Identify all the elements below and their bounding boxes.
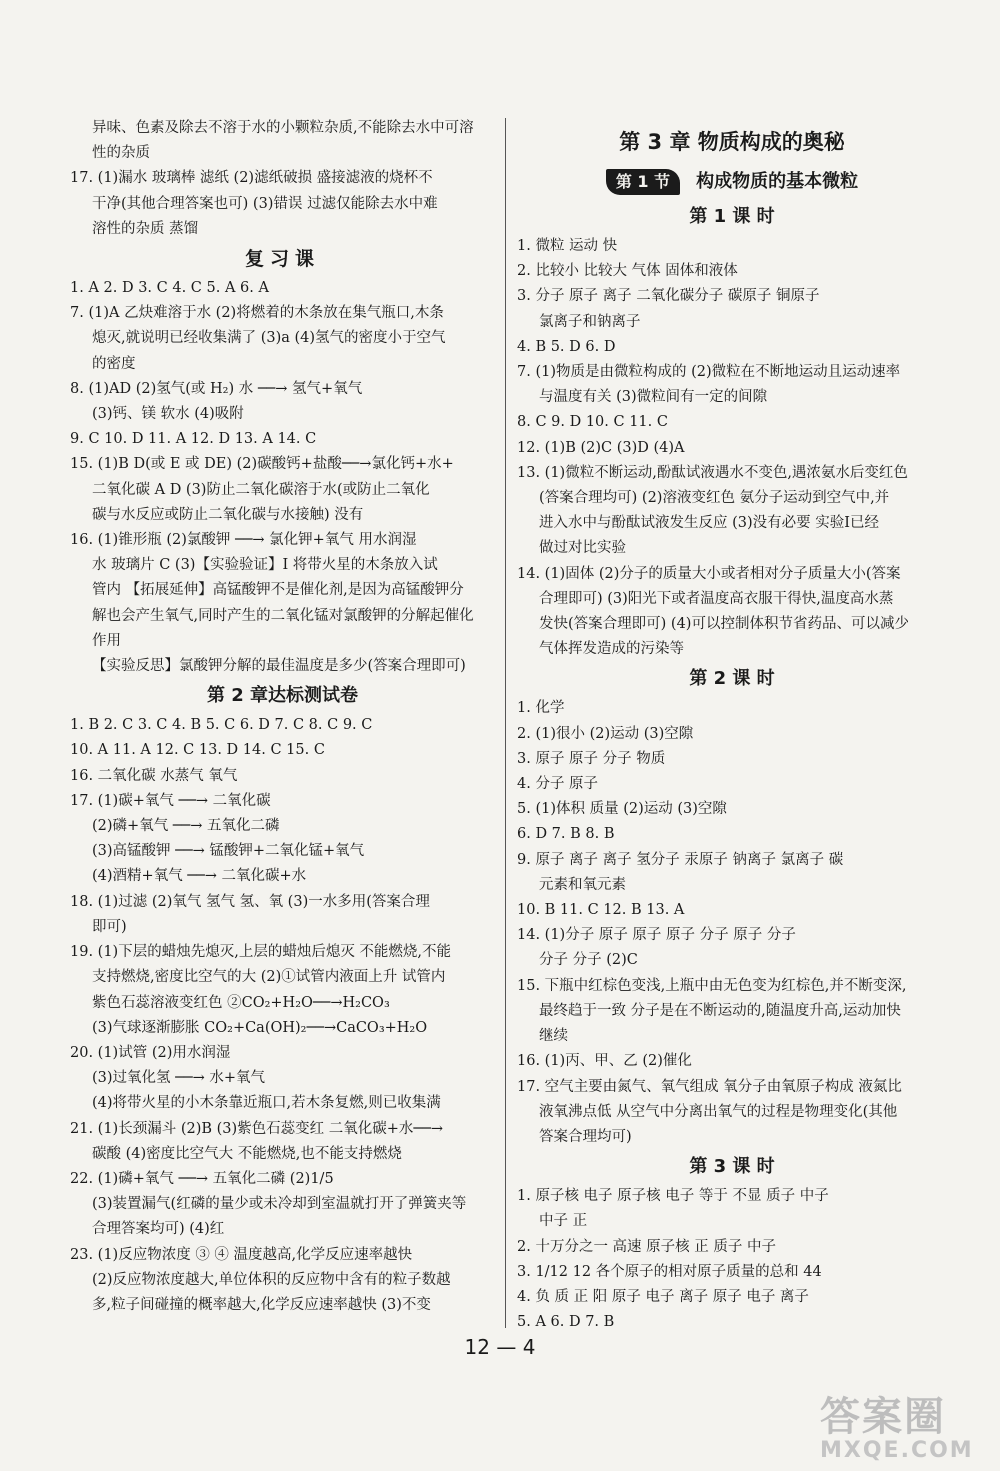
answer-line: 1. B 2. C 3. C 4. B 5. C 6. D 7. C 8. C 9. C	[70, 717, 373, 734]
answer-line: 7. (1)A 乙炔难溶于水 (2)将燃着的木条放在集气瓶口,木条	[70, 305, 444, 322]
answer-line: 中子 正	[539, 1213, 588, 1230]
left-column	[70, 116, 495, 1318]
answer-line: 2. 比较小 比较大 气体 固体和液体	[517, 263, 738, 280]
answer-line: 4. 负 质 正 阳 原子 电子 离子 原子 电子 离子	[517, 1288, 809, 1305]
answer-line: 溶性的杂质 蒸馏	[92, 220, 199, 237]
answer-line: 1. A 2. D 3. C 4. C 5. A 6. A	[70, 280, 269, 297]
answer-line: 12. (1)B (2)C (3)D (4)A	[517, 439, 685, 456]
answer-line: (4)酒精+氧气 ──→ 二氧化碳+水	[92, 868, 307, 885]
answer-line: 22. (1)磷+氧气 ──→ 五氧化二磷 (2)1/5	[70, 1170, 334, 1187]
answer-line: 7. (1)物质是由微粒构成的 (2)微粒在不断地运动且运动速率	[517, 364, 901, 381]
answer-line: (3)装置漏气(红磷的量少或未冷却到室温就打开了弹簧夹等	[92, 1196, 467, 1213]
answer-line: 气体挥发造成的污染等	[539, 641, 684, 658]
answer-line: 氯离子和钠离子	[539, 313, 641, 330]
answer-line: (3)气球逐渐膨胀 CO₂+Ca(OH)₂──→CaCO₃+H₂O	[92, 1019, 428, 1036]
answer-line: 与温度有关 (3)微粒间有一定的间隙	[539, 389, 768, 406]
answer-line: 即可)	[92, 918, 127, 935]
answer-line: 17. (1)碳+氧气 ──→ 二氧化碳	[70, 792, 271, 809]
answer-line: (2)反应物浓度越大,单位体积的反应物中含有的粒子数越	[92, 1271, 451, 1288]
answer-line: 10. A 11. A 12. C 13. D 14. C 15. C	[70, 742, 325, 759]
answer-line: 多,粒子间碰撞的概率越大,化学反应速率越快 (3)不变	[92, 1296, 431, 1313]
answer-line: 3. 分子 原子 离子 二氧化碳分子 碳原子 铜原子	[517, 288, 820, 305]
lesson-heading: 第 3 课 时	[689, 1156, 775, 1178]
answer-line: 2. 十万分之一 高速 原子核 正 质子 中子	[517, 1238, 776, 1255]
answer-line: 性的杂质	[92, 145, 150, 162]
answer-line: 21. (1)长颈漏斗 (2)B (3)紫色石蕊变红 二氧化碳+水──→	[70, 1120, 444, 1137]
answer-line: 10. B 11. C 12. B 13. A	[517, 902, 685, 919]
answer-line: 碳与水反应或防止二氧化碳与水接触) 没有	[92, 506, 364, 523]
answer-line: 16. (1)丙、甲、乙 (2)催化	[517, 1053, 692, 1070]
test-heading: 第 2 章达标测试卷	[206, 685, 359, 707]
answer-line: 9. C 10. D 11. A 12. D 13. A 14. C	[70, 431, 317, 448]
answer-line: 23. (1)反应物浓度 ③ ④ 温度越高,化学反应速率越快	[70, 1246, 413, 1263]
answer-line: 18. (1)过滤 (2)氧气 氢气 氢、氧 (3)一水多用(答案合理	[70, 893, 430, 910]
answer-line: 8. (1)AD (2)氢气(或 H₂) 水 ──→ 氢气+氧气	[70, 380, 363, 397]
answer-line: 液氧沸点低 从空气中分离出氧气的过程是物理变化(其他	[539, 1103, 898, 1120]
section-badge: 第 1 节	[606, 169, 680, 195]
answer-line: 最终趋于一致 分子是在不断运动的,随温度升高,运动加快	[539, 1002, 901, 1019]
answer-line: 8. C 9. D 10. C 11. C	[517, 414, 668, 431]
answer-line: 合理即可) (3)阳光下或者温度高衣服干得快,温度高水蒸	[539, 590, 894, 607]
answer-line: 13. (1)微粒不断运动,酚酞试液遇水不变色,遇浓氨水后变红色	[517, 464, 908, 481]
answer-line: 元素和氧元素	[539, 876, 626, 893]
lesson-heading: 第 2 课 时	[689, 668, 775, 690]
answer-line: 熄灭,就说明已经收集满了 (3)a (4)氢气的密度小于空气	[92, 330, 446, 347]
answer-line: 紫色石蕊溶液变红色 ②CO₂+H₂O──→H₂CO₃	[92, 994, 390, 1011]
watermark-logo	[820, 1395, 990, 1465]
answer-line: 1. 微粒 运动 快	[517, 238, 618, 254]
section-title: 构成物质的基本微粒	[696, 171, 859, 192]
answer-line: 异味、色素及除去不溶于水的小颗粒杂质,不能除去水中可溶	[92, 120, 474, 136]
lesson-heading: 第 1 课 时	[689, 206, 775, 227]
answer-line: (3)过氧化氢 ──→ 水+氧气	[92, 1070, 266, 1087]
answer-line: 进入水中与酚酞试液发生反应 (3)没有必要 实验Ⅰ已经	[539, 515, 879, 532]
answer-line: 16. 二氧化碳 水蒸气 氧气	[70, 767, 238, 784]
answer-line: 的密度	[92, 355, 136, 372]
answer-line: 9. 原子 离子 离子 氢分子 汞原子 钠离子 氯离子 碳	[517, 851, 844, 868]
answer-line: 解也会产生氧气,同时产生的二氧化锰对氯酸钾的分解起催化	[92, 607, 474, 624]
answer-line: 17. 空气主要由氮气、氧气组成 氧分子由氧原子构成 液氮比	[517, 1078, 902, 1095]
answer-line: 15. 下瓶中红棕色变浅,上瓶中由无色变为红棕色,并不断变深,	[517, 977, 907, 994]
answer-line: 4. 分子 原子	[517, 776, 599, 793]
answer-line: 3. 1/12 12 各个原子的相对原子质量的总和 44	[517, 1263, 822, 1280]
page-number: 12 — 4	[464, 1335, 536, 1359]
answer-line: 水 玻璃片 C (3)【实验验证】Ⅰ 将带火星的木条放入试	[92, 557, 438, 574]
section-heading	[517, 164, 947, 200]
answer-line: 管内 【拓展延伸】高锰酸钾不是催化剂,是因为高锰酸钾分	[92, 582, 464, 599]
review-heading: 复习课	[244, 248, 320, 271]
answer-line: 14. (1)固体 (2)分子的质量大小或者相对分子质量大小(答案	[517, 565, 901, 582]
answer-line: 4. B 5. D 6. D	[517, 338, 616, 355]
answer-line: (2)磷+氧气 ──→ 五氧化二磷	[92, 818, 280, 835]
column-divider	[505, 118, 506, 1328]
answer-line: 继续	[539, 1028, 568, 1045]
watermark-url: MXQE.COM	[820, 1438, 974, 1463]
answer-line: 碳酸 (4)密度比空气大 不能燃烧,也不能支持燃烧	[92, 1145, 402, 1162]
answer-line: (4)将带火星的小木条靠近瓶口,若木条复燃,则已收集满	[92, 1095, 441, 1112]
answer-line: 支持燃烧,密度比空气的大 (2)①试管内液面上升 试管内	[92, 969, 446, 986]
answer-line: (3)钙、镁 软水 (4)吸附	[92, 406, 244, 423]
answer-line: 16. (1)锥形瓶 (2)氯酸钾 ──→ 氯化钾+氧气 用水润湿	[70, 532, 417, 549]
answer-line: 作用	[92, 632, 121, 649]
answer-line: 17. (1)漏水 玻璃棒 滤纸 (2)滤纸破损 盛接滤液的烧杯不	[70, 170, 433, 187]
answer-line: 1. 化学	[517, 700, 565, 717]
answer-line: 15. (1)B D(或 E 或 DE) (2)碳酸钙+盐酸──→氯化钙+水+	[70, 456, 454, 473]
watermark-title: 答案圈	[820, 1394, 946, 1440]
answer-line: 干净(其他合理答案也可) (3)错误 过滤仅能除去水中难	[92, 195, 438, 212]
answer-line: 做过对比实验	[539, 540, 626, 557]
answer-line: 1. 原子核 电子 原子核 电子 等于 不显 质子 中子	[517, 1188, 829, 1205]
answer-line: 合理答案均可) (4)红	[92, 1221, 225, 1238]
answer-line: (答案合理均可) (2)溶液变红色 氨分子运动到空气中,并	[539, 490, 890, 507]
chapter-heading: 第 3 章 物质构成的奥秘	[619, 130, 845, 154]
answer-line: 5. A 6. D 7. B	[517, 1314, 615, 1331]
answer-line: 2. (1)很小 (2)运动 (3)空隙	[517, 725, 694, 742]
answer-line: (3)高锰酸钾 ──→ 锰酸钾+二氧化锰+氧气	[92, 843, 365, 860]
answer-line: 二氧化碳 A D (3)防止二氧化碳溶于水(或防止二氧化	[92, 481, 430, 498]
answer-line: 分子 分子 (2)C	[539, 952, 638, 969]
answer-line: 14. (1)分子 原子 原子 原子 分子 原子 分子	[517, 927, 796, 944]
answer-line: 6. D 7. B 8. B	[517, 826, 615, 843]
answer-line: 5. (1)体积 质量 (2)运动 (3)空隙	[517, 801, 727, 818]
answer-line: 发快(答案合理即可) (4)可以控制体积节省药品、可以减少	[539, 616, 909, 633]
right-column	[517, 116, 947, 1335]
answer-line: 3. 原子 原子 分子 物质	[517, 750, 666, 767]
answer-line: 20. (1)试管 (2)用水润湿	[70, 1044, 231, 1061]
answer-line: 19. (1)下层的蜡烛先熄灭,上层的蜡烛后熄灭 不能燃烧,不能	[70, 944, 452, 961]
answer-line: 【实验反思】氯酸钾分解的最佳温度是多少(答案合理即可)	[92, 658, 466, 675]
answer-line: 答案合理均可)	[539, 1128, 632, 1145]
